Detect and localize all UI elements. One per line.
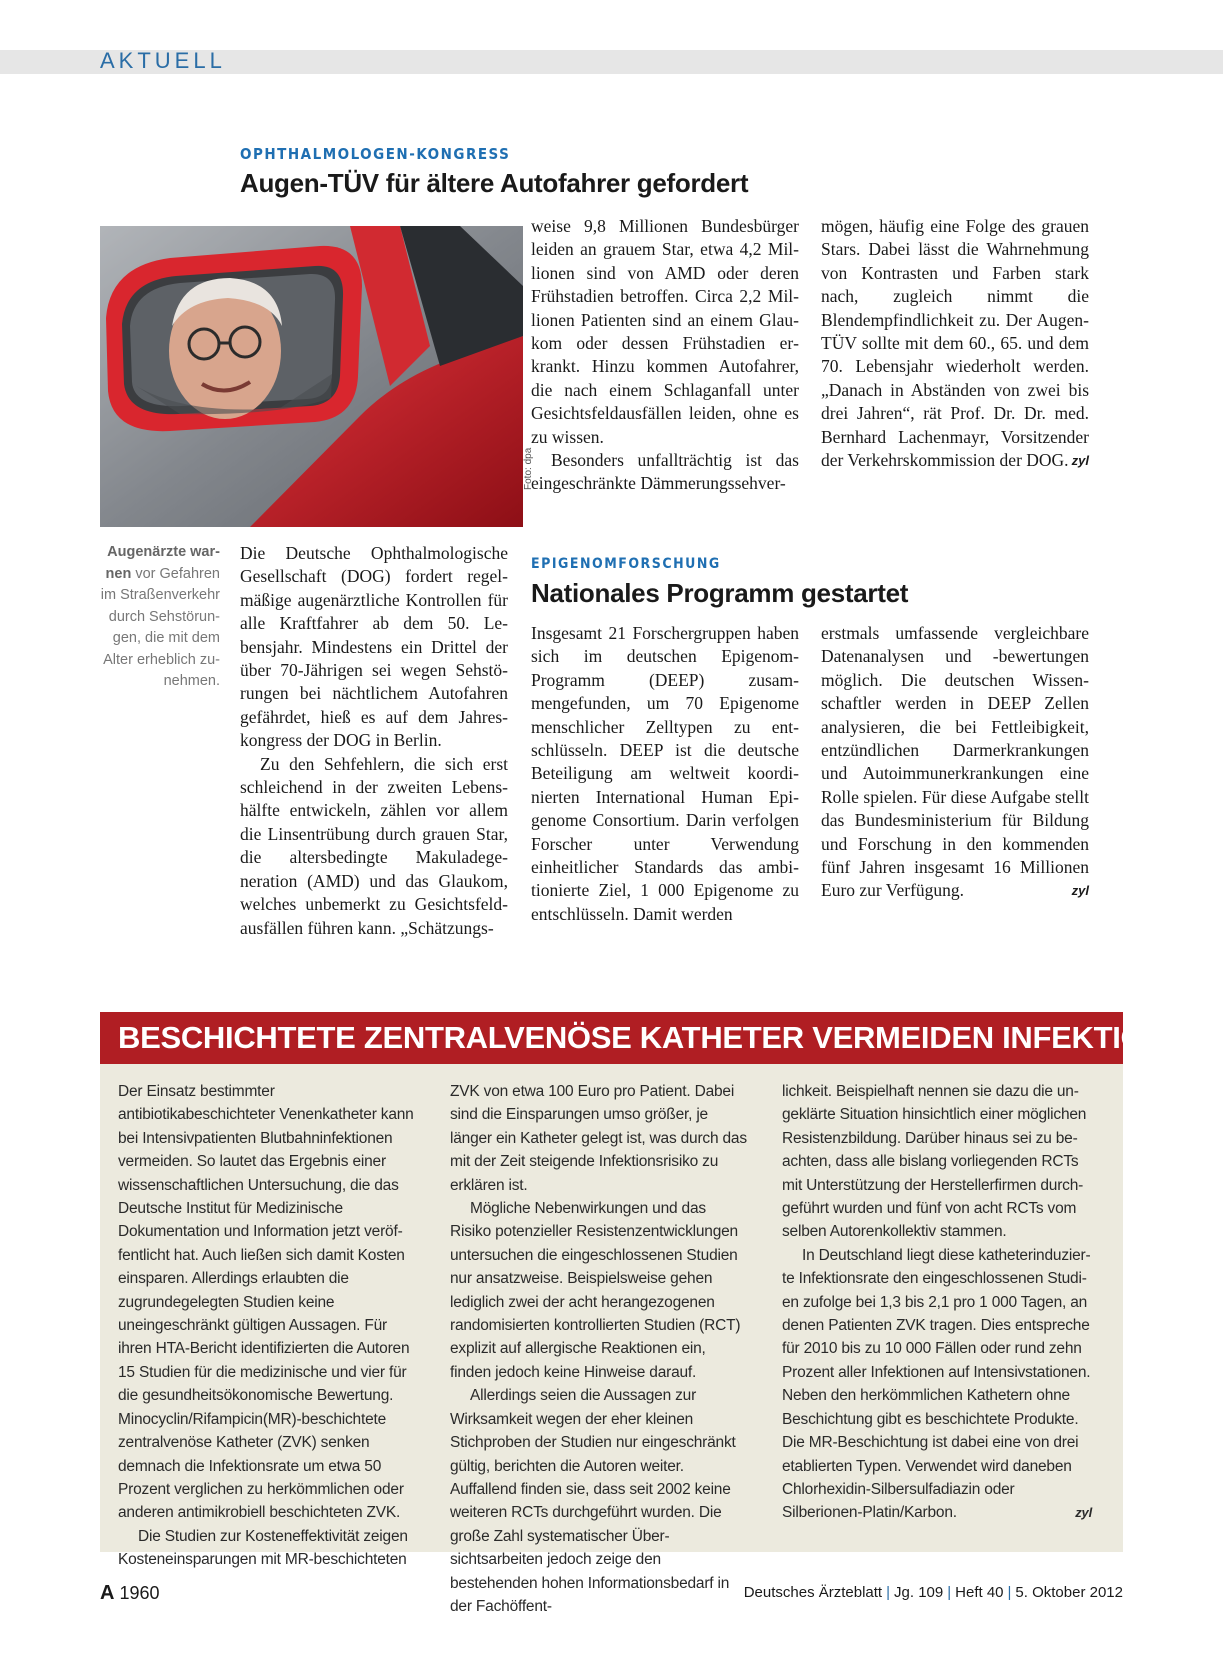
paragraph: Zu den Sehfehlern, die sich erst schleichend in der zweiten Lebenshälfte entwickeln, zählen vor allem die Linsentrübung durch grauen Star, die altersbedingte Makuladegeneration (AMD) und das Glaukom, welches unbemerkt zu Gesichtsfeldausfällen führen kann. „Schätzungs- [240,753,508,938]
caption-body: vor Gefahren im Straßenverkehr durch Sehstörungen, die mit dem Alter erheblich zunehmen. [100,565,220,689]
journal-name: Deutsches Ärzteblatt [743,1584,883,1601]
page-number [100,1582,160,1605]
paragraph: weise 9,8 Millionen Bundesbürger leiden an grauem Star, etwa 4,2 Millionen sind von AMD oder deren Frühstadien betroffen. Circa 2,2 Millionen Patienten sind an einem Glaukom oder dessen Frühstadien erkrankt. Hinzu kommen Autofahrer, die nach einem Schlaganfall unter Gesichtsfeldausfällen leiden, ohne es zu wissen. [531,216,799,447]
info-box-title: BESCHICHTETE ZENTRALVENÖSE KATHETER VERMEIDEN INFEKTIONEN [118,1020,1209,1055]
separator: | [1007,1584,1012,1601]
article1-column-3 [821,215,1089,472]
paragraph: Der Einsatz bestimmter antibiotikabeschichteter Venenkatheter kann bei Intensivpatienten Blutbahninfektionen vermeiden. So lautet das Ergebnis einer wissenschaftlichen Untersuchung, die das Deutsche Institut für Medizinische Dokumentation und Information jetzt veröffentlicht hat. Auch ließen sich damit Kosten einsparen. Allerdings erlaubten die zugrundegelegten Studien keine uneingeschränkt gültigen Aussagen. Für ihren HTA-Bericht identifizierten die Autoren 15 Studien für die medizinische und vier für die gesundheitsökonomische Bewertung. Minocyclin/Rifampicin(MR)-beschichtete zentralvenöse Katheter (ZVK) senken demnach die Infektionsrate um etwa 50 Prozent verglichen zu herkömmlichen oder anderen antimikrobiell beschichteten ZVK. [118,1083,414,1522]
issue-date: 5. Oktober 2012 [1015,1584,1123,1601]
box-column-3 [782,1080,1092,1525]
photo-credit: Foto: dpa [523,447,534,490]
author-signature: zyl [1075,1505,1092,1521]
issue: Heft 40 [955,1584,1004,1601]
article2-headline: Nationales Programm gestartet [531,578,909,608]
paragraph: lichkeit. Beispielhaft nennen sie dazu die ungeklärte Situation hinsichtlich einer möglichen Resistenzbildung. Darüber hinaus sei zu beachten, dass alle bislang vorliegenden RCTs mit Unterstützung der Herstellerfirmen durchgeführt wurden und fünf von acht RCTs vom selben Autorenkollektiv stammen. [782,1083,1087,1241]
article1-column-1 [240,542,508,940]
author-signature: zyl [1071,453,1089,469]
article2-kicker: EPIGENOMFORSCHUNG [531,556,721,572]
paragraph-text: mögen, häufig eine Folge des grauen Stars. Dabei lässt die Wahrnehmung von Kontrasten und Farben stark nach, zugleich nimmt die Blendempfindlichkeit zu. Der Augen-TÜV sollte mit dem 60., 65. und dem 70. Lebensjahr wiederholt werden. „Danach in Abständen von zwei bis drei Jahren“, rät Prof. Dr. Dr. med. Bernhard Lachenmayr, Vorsitzender der Verkehrskommission der DOG. [821,216,1089,471]
article2-column-1 [531,622,799,926]
article2-column-2 [821,622,1089,903]
article1-column-2 [531,215,799,496]
box-column-1 [118,1080,418,1572]
paragraph [821,215,1089,472]
article1-caption [100,542,220,693]
footer-citation [744,1584,1123,1601]
paragraph [782,1244,1092,1525]
caption-lead: Augenärzte warnen [105,544,220,582]
paragraph-text: In Deutschland liegt diese katheterinduzierte Infektionsrate den eingeschlossenen Studien zufolge bei 1,3 bis 2,1 pro 1 000 Tagen, an denen Patienten ZVK tragen. Dies entspreche für 2010 bis zu 10 000 Fällen oder rund zehn Prozent aller Infektionen auf Intensivstationen. Neben den herkömmlichen Kathetern ohne Beschichtung gibt es beschichtete Produkte. Die MR-Beschichtung ist dabei eine von drei etablierten Typen. Verwendet wird daneben Chlorhexidin-Silbersulfadiazin oder Silberionen-Platin/Karbon. [782,1246,1091,1522]
volume: Jg. 109 [894,1584,944,1601]
paragraph: Allerdings seien die Aussagen zur Wirksamkeit wegen der eher kleinen Stichproben der Studien nur eingeschränkt gültig, berichten die Autoren weiter. Auffallend finden sie, dass seit 2002 keine weiteren RCTs durchgeführt wurden. Die große Zahl systematischer Übersichtsarbeiten jedoch zeige den bestehenden hohen Informationsbedarf in der Fachöffent- [450,1387,736,1615]
driver-mirror-image [100,226,523,527]
article1-headline: Augen-TÜV für ältere Autofahrer gefordert [240,168,749,198]
separator: | [886,1584,891,1601]
paragraph: Besonders unfallträchtig ist das eingeschränkte Dämmerungssehver- [531,450,799,494]
section-label: AKTUELL [100,48,226,73]
paragraph: Mögliche Nebenwirkungen und das Risiko potenzieller Resistenzentwicklungen untersuchen die eingeschlossenen Studien nur ansatzweise. Beispielsweise gehen lediglich zwei der acht herangezogenen randomisierten kontrollierten Studien (RCT) explizit auf allergische Reaktionen ein, finden jedoch keine Hinweise darauf. [450,1200,741,1381]
paragraph: Die Studien zur Kosteneffektivität zeigen Kosteneinsparungen mit MR-beschichteten [118,1527,408,1569]
page-number-value: 1960 [119,1583,160,1603]
article1-photo [100,226,523,527]
article1-kicker: OPHTHALMOLOGEN-KONGRESS [240,145,511,163]
paragraph: ZVK von etwa 100 Euro pro Patient. Dabei sind die Einsparungen umso größer, je länger ein Katheter gelegt ist, was durch das mit der Zeit steigende Infektionsrisiko zu erklären ist. [450,1083,747,1194]
paragraph: Die Deutsche Ophthalmologische Gesellschaft (DOG) fordert regelmäßige augenärztliche Kontrollen für alle Kraftfahrer ab dem 50. Lebensjahr. Mindestens ein Drittel der über 70-Jährigen sei wegen Sehstörungen bei nächtlichem Autofahren gefährdet, hieß es auf dem Jahreskongress der DOG in Berlin. [240,543,508,751]
paragraph: Insgesamt 21 Forschergruppen haben sich im deutschen Epigenom-Programm (DEEP) zusammengefunden, um 70 Epigenome menschlicher Zelltypen zu entschlüsseln. DEEP ist die deutsche Beteiligung am weltweit koordinierten International Human Epigenome Consortium. Darin verfolgen Forscher unter Verwendung einheitlicher Standards das ambitionierte Ziel, 1 000 Epigenome zu entschlüsseln. Damit werden [531,623,799,924]
separator: | [947,1584,952,1601]
paragraph-text: erstmals umfassende vergleichbare Datenanalysen und -bewertungen möglich. Die deutschen Wissenschaftler werden in DEEP Zellen analysieren, die bei Fettleibigkeit, entzündlichen Darmerkrankungen und Autoimmunerkrankungen eine Rolle spielen. Für diese Aufgabe stellt das Bundesministerium für Bildung und Forschung in den kommenden fünf Jahren insgesamt 16 Millionen Euro zur Verfügung. [821,623,1089,901]
page-prefix: A [100,1582,115,1604]
paragraph [821,622,1089,903]
author-signature: zyl [1071,883,1089,899]
box-column-2 [450,1080,750,1618]
